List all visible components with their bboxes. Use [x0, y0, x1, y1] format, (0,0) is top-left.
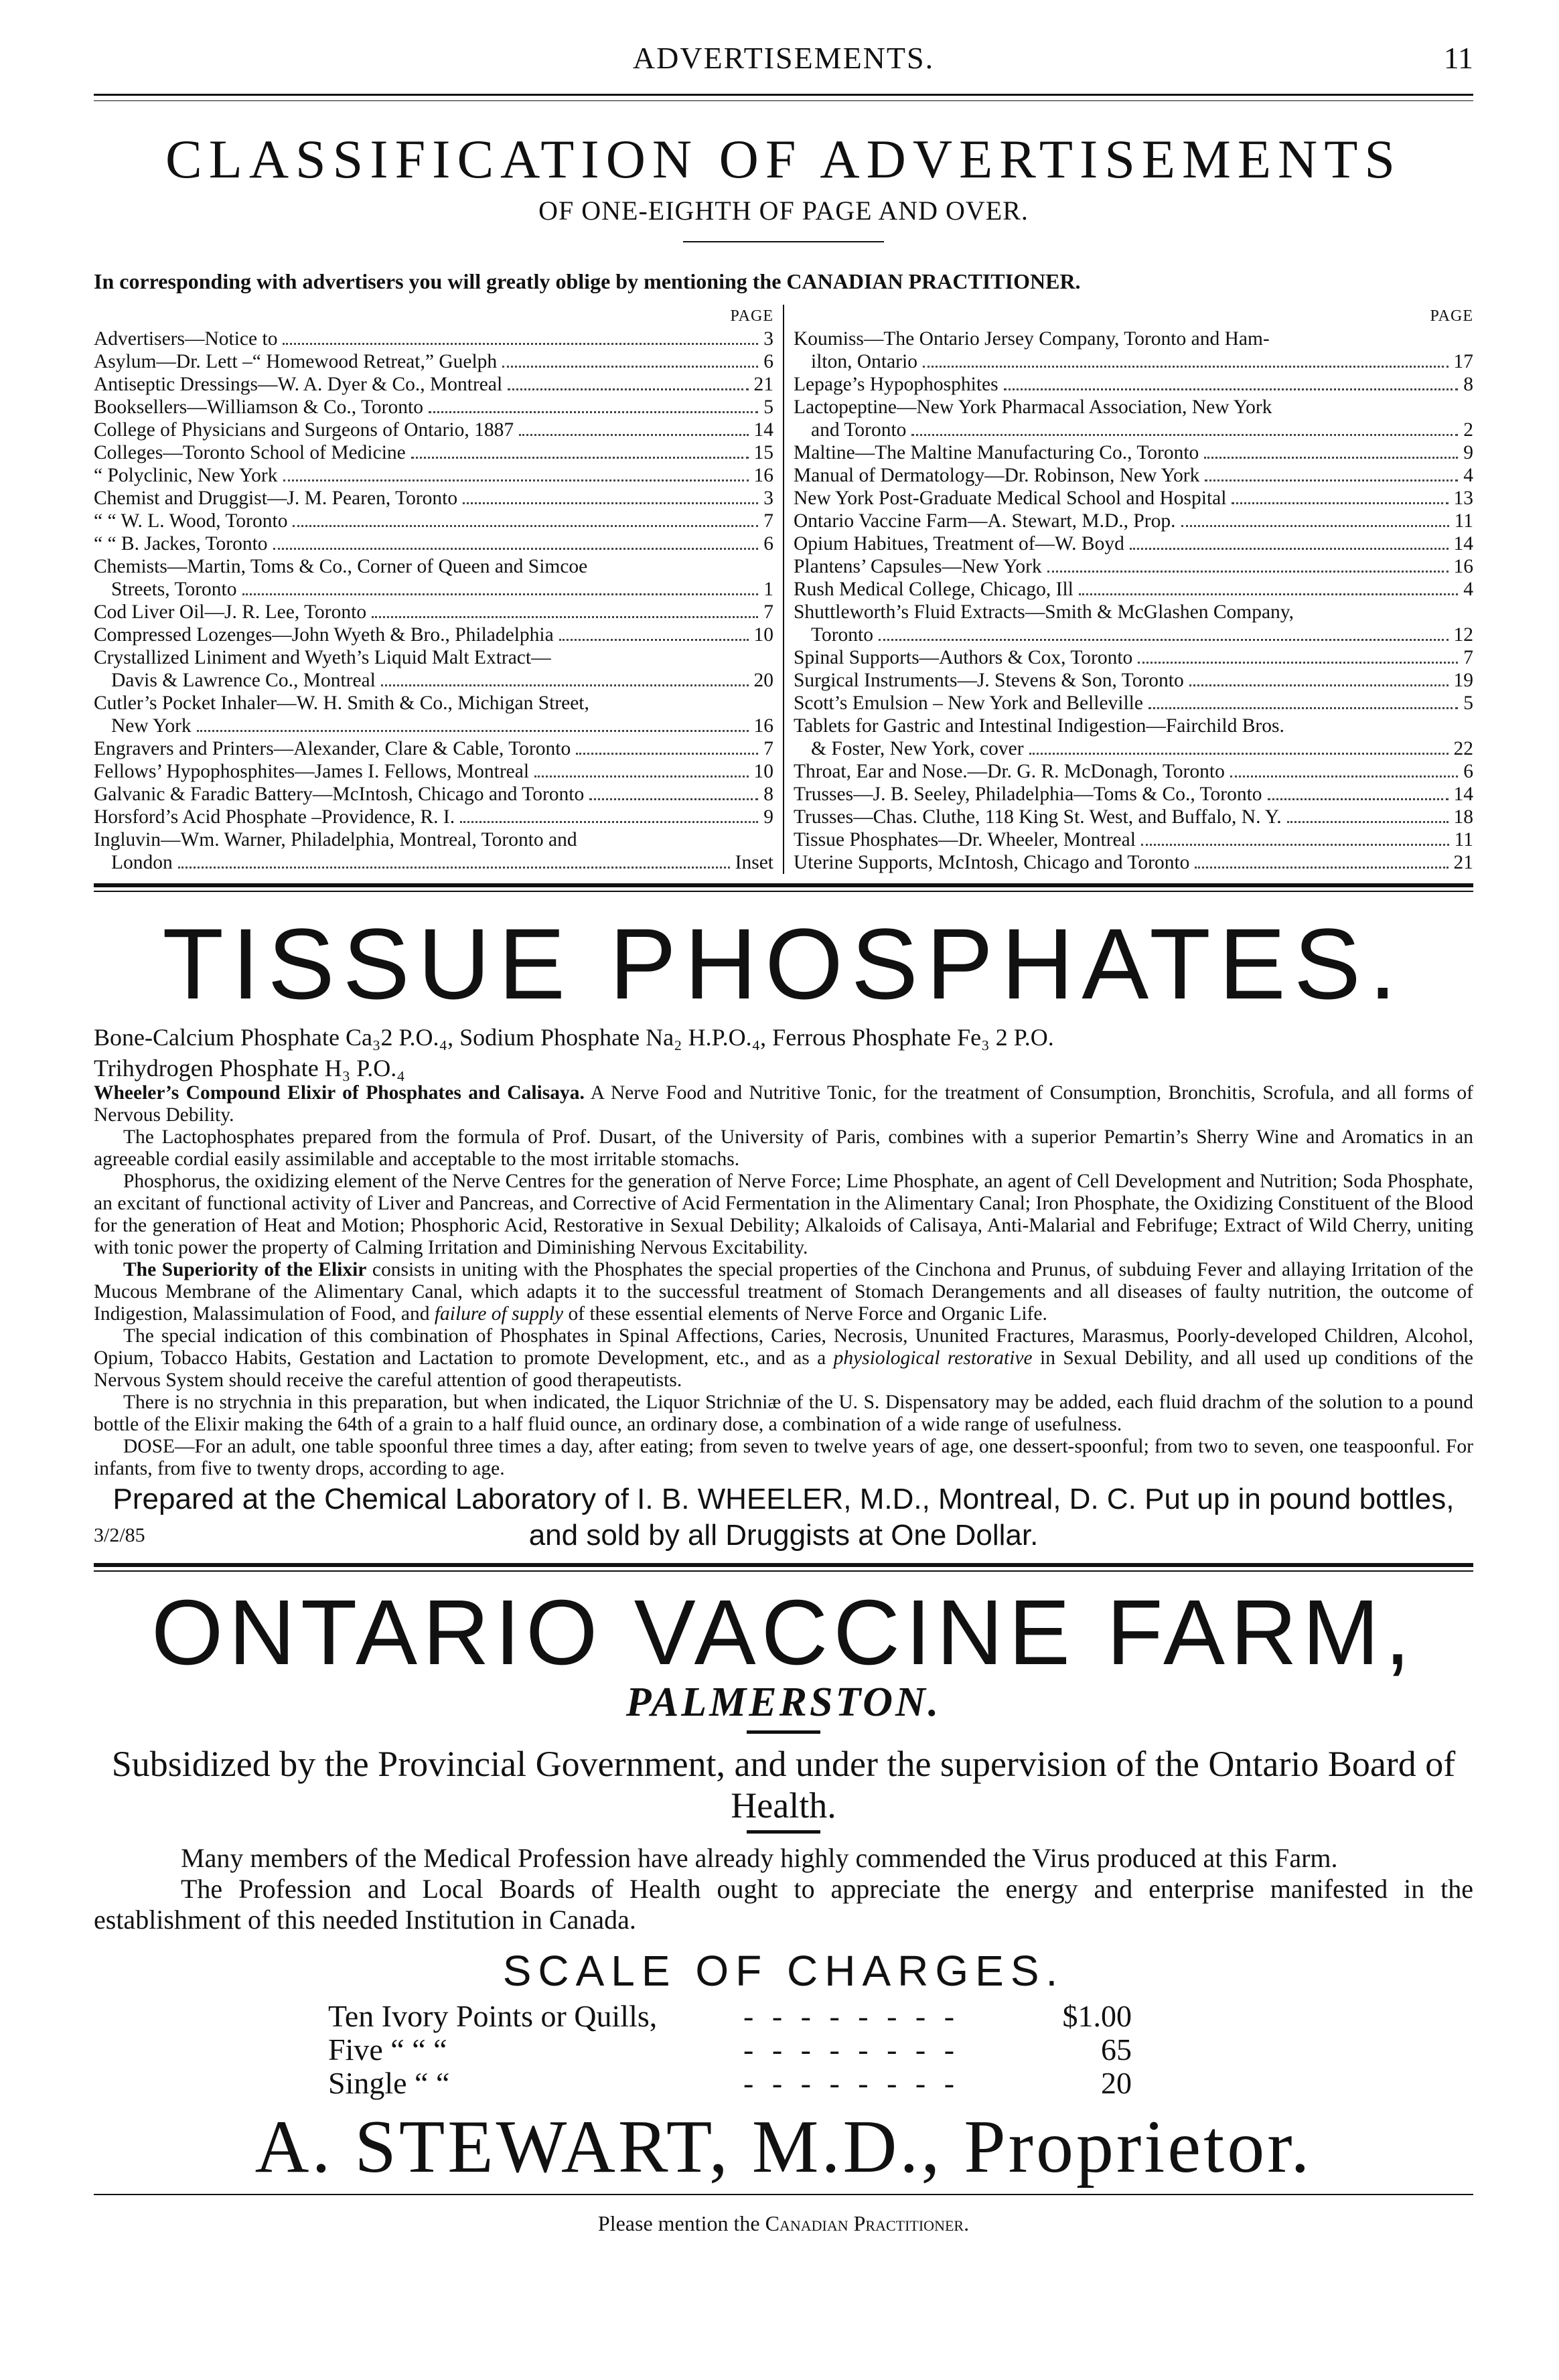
index-entry: [94, 669, 773, 692]
index-entry-title: College of Physicians and Surgeons of Ontario, 1887: [94, 419, 514, 441]
index-entry-title: Maltine—The Maltine Manufacturing Co., Toronto: [794, 442, 1199, 463]
dot-leader: [429, 411, 758, 413]
index-entry: [794, 510, 1473, 532]
index-entry-title: Fellows’ Hypophosphites—James I. Fellows, Montreal: [94, 761, 530, 782]
index-entry-page: 7: [763, 601, 773, 623]
index-entry: [794, 327, 1473, 350]
index-entry-title: New York: [111, 715, 192, 737]
classification-subtitle: OF ONE-EIGHTH OF PAGE AND OVER.: [538, 196, 1029, 226]
index-entry: [94, 510, 773, 532]
index-entry-page: 10: [753, 624, 773, 646]
dot-leader: [1138, 662, 1458, 664]
index-entry: [794, 828, 1473, 851]
notice-journal-name: CANADIAN PRACTITIONER.: [786, 269, 1081, 293]
index-entry-title: London: [111, 852, 173, 873]
dot-leader: [273, 548, 759, 550]
index-entry-title: Asylum—Dr. Lett –“ Homewood Retreat,” Guelph: [94, 351, 498, 372]
index-entry-page: 14: [1453, 533, 1473, 554]
dot-leader: [1181, 525, 1449, 527]
footer-notice: [94, 2211, 1473, 2236]
index-entry-title: Shuttleworth’s Fluid Extracts—Smith & McGlashen Company,: [794, 601, 1294, 623]
index-entry-title: Ingluvin—Wm. Warner, Philadelphia, Montreal, Toronto and: [94, 829, 577, 850]
index-entry: [94, 783, 773, 806]
prepared-line: and sold by all Druggists at One Dollar.: [528, 1519, 1039, 1552]
index-entry: [794, 623, 1473, 646]
paragraph: The Lactophosphates prepared from the formula of Prof. Dusart, of the University of Paris, combines with a superior Pemartin’s Sherry Wine and Aromatics in an agreeable cordial easily assimilable and acceptable to the most irritable stomachs.: [94, 1126, 1473, 1170]
running-head-title: ADVERTISEMENTS.: [632, 41, 935, 75]
index-entry-title: Antiseptic Dressings—W. A. Dyer & Co., Montreal: [94, 374, 503, 395]
index-entry: [794, 851, 1473, 874]
index-entry: [94, 464, 773, 487]
dot-leader: [559, 639, 749, 641]
notice-text: In corresponding with advertisers you will greatly oblige by mentioning the: [94, 269, 782, 293]
dot-leader: [923, 366, 1449, 368]
index-entry: [94, 396, 773, 419]
section-rule: [94, 883, 1473, 892]
paragraph-text: of these essential elements of Nerve Force and Organic Life.: [563, 1303, 1047, 1325]
index-entry-page: 4: [1463, 465, 1473, 486]
index-entry-page: 3: [763, 328, 773, 350]
dot-leader: [1268, 798, 1449, 800]
index-entry-title: Surgical Instruments—J. Stevens & Son, Toronto: [794, 670, 1184, 691]
index-entry-page: Inset: [735, 852, 773, 873]
dot-leader: [283, 479, 749, 481]
formula-line: Bone-Calcium Phosphate Ca₃2 P.O.₄, Sodium Phosphate Na₂ H.P.O.₄, Ferrous Phosphate Fe₃ 2 P.O.: [94, 1024, 1054, 1051]
formula-line: Trihydrogen Phosphate H₃ P.O.₄: [94, 1055, 405, 1082]
index-entry-title: “ “ W. L. Wood, Toronto: [94, 510, 288, 532]
prepared-line: Prepared at the Chemical Laboratory of I. B. WHEELER, M.D., Montreal, D. C. Put up in pound bottles,: [113, 1483, 1455, 1515]
index-entry-title: Colleges—Toronto School of Medicine: [94, 442, 406, 463]
index-entry: [94, 350, 773, 373]
footer-text: Please mention the: [597, 2211, 760, 2235]
index-entry-title: Galvanic & Faradic Battery—McIntosh, Chicago and Toronto: [94, 784, 585, 805]
dot-leader: [293, 525, 758, 527]
header-rule: [94, 94, 1473, 101]
dot-leader: [411, 457, 749, 459]
paragraph: Many members of the Medical Profession have already highly commended the Virus produced at this Farm.: [181, 1843, 1338, 1873]
paragraph: Phosphorus, the oxidizing element of the Nerve Centres for the generation of Nerve Force; Lime Phosphate, an agent of Cell Development and Nutrition; Soda Phosphate, an excitant of functional activity of Liver and Pancreas, and Corrective of Acid Fermentation in the Alimentary Canal; Iron Phosphate, the Oxidizing Constituent of the Blood for the generation of Heat and Motion; Phosphoric Acid, Restorative in Sexual Debility; Alkaloids of Calisaya, Anti-Malarial and Febrifuge; Extract of Wild Cherry, uniting with tonic power the property of Calming Irritation and Diminishing Nervous Excitability.: [94, 1171, 1473, 1258]
index-entry-title: Davis & Lawrence Co., Montreal: [111, 670, 376, 691]
index-entry-title: Throat, Ear and Nose.—Dr. G. R. McDonagh, Toronto: [794, 761, 1225, 782]
charge-dashes: - - - - - - - -: [743, 2066, 960, 2100]
index-entry-title: Trusses—J. B. Seeley, Philadelphia—Toms & Co., Toronto: [794, 784, 1262, 805]
index-entry: [94, 851, 773, 874]
index-entry: [794, 578, 1473, 601]
paragraph-text: The special indication of this combination of Phosphates in Spinal Affections, Caries, Necrosis, Ununited Fractures, Marasmus, Poorly-developed Children, Alcohol, Opium, Tobacco Habits, Gestation and Lactation to promote Development, etc., and as a: [94, 1325, 1473, 1369]
index-entry-title: Toronto: [811, 624, 873, 646]
index-entry-page: 9: [1463, 442, 1473, 463]
proprietor-line: A. STEWART, M.D., Proprietor.: [254, 2105, 1313, 2188]
index-entry-title: Plantens’ Capsules—New York: [794, 556, 1042, 577]
paragraph: [94, 1259, 1473, 1325]
index-entry-title: Streets, Toronto: [111, 579, 237, 600]
dot-leader: [1287, 821, 1449, 823]
index-entry-title: “ “ B. Jackes, Toronto: [94, 533, 268, 554]
index-entry-page: 5: [1463, 692, 1473, 714]
index-entry: [94, 441, 773, 464]
index-entry-page: 3: [763, 488, 773, 509]
index-entry: [794, 555, 1473, 578]
index-entry-page: 13: [1453, 488, 1473, 509]
index-entry-title: Ontario Vaccine Farm—A. Stewart, M.D., Prop.: [794, 510, 1176, 532]
advertiser-index: [94, 305, 1473, 874]
scale-of-charges-title: SCALE OF CHARGES.: [502, 1947, 1065, 1995]
charge-price: 20: [1101, 2066, 1132, 2100]
charge-item: Ten Ivory Points or Quills,: [328, 1999, 658, 2033]
index-entry-title: Trusses—Chas. Cluthe, 118 King St. West, and Buffalo, N. Y.: [794, 806, 1282, 828]
dot-leader: [1189, 684, 1449, 686]
dot-leader: [502, 366, 758, 368]
index-entry-title: Rush Medical College, Chicago, Ill: [794, 579, 1073, 600]
index-entry: [794, 783, 1473, 806]
divider: [747, 1730, 820, 1734]
index-column-right: [784, 305, 1473, 874]
paragraph: There is no strychnia in this preparation, but when indicated, the Liquor Strichniæ of the U. S. Dispensatory may be added, each fluid drachm of the solution to a pound bottle of the Elixir making the 64th of a grain to a half fluid ounce, an ordinary dose, a combination of a wide range of usefulness.: [94, 1392, 1473, 1435]
index-entry: [794, 532, 1473, 555]
index-entry-title: Spinal Supports—Authors & Cox, Toronto: [794, 647, 1133, 668]
dot-leader: [1004, 388, 1459, 390]
paragraph: The Profession and Local Boards of Health ought to appreciate the energy and enterprise manifested in the establishment of this needed Institution in Canada.: [94, 1874, 1473, 1935]
index-entry-title: Tissue Phosphates—Dr. Wheeler, Montreal: [794, 829, 1136, 850]
dot-leader: [197, 730, 749, 732]
page-number: 11: [1443, 41, 1473, 75]
product-name: Wheeler’s Compound Elixir of Phosphates and Calisaya.: [94, 1082, 585, 1104]
index-entry-page: 12: [1453, 624, 1473, 646]
dot-leader: [589, 798, 758, 800]
index-entry-title: Uterine Supports, McIntosh, Chicago and Toronto: [794, 852, 1190, 873]
index-entry-title: Tablets for Gastric and Intestinal Indigestion—Fairchild Bros.: [794, 715, 1284, 737]
paragraph-text: consists in uniting with the Phosphates the special properties of the Cinchona and Prunus, of subduing Fever and allaying Irritation of the Mucous Membrane of the Alimentary Canal, which adapts it to the successful treatment of Stomach Derangements and all diseases of faulty nutrition, the outcome of Indigestion, Malassimulation of Food, and: [94, 1259, 1473, 1325]
index-entry-page: 8: [763, 784, 773, 805]
section-rule: [94, 1563, 1473, 1572]
dose-paragraph: DOSE—For an adult, one table spoonful three times a day, after eating; from seven to twelve years of age, one dessert-spoonful; from two to seven, one teaspoonful. For infants, from five to twenty drops, according to age.: [94, 1436, 1473, 1479]
index-entry-page: 6: [763, 351, 773, 372]
charge-item: Single “ “: [328, 2066, 450, 2100]
charge-row: [328, 2000, 1132, 2033]
paragraph-text: A Nerve Food and Nutritive Tonic, for the treatment of Consumption, Bronchitis, Scrofula, and all forms of Nervous Debility.: [94, 1082, 1473, 1126]
divider: [683, 241, 884, 242]
index-entry-page: 16: [753, 465, 773, 486]
index-entry-page: 5: [763, 396, 773, 418]
footer-journal-name: Canadian Practitioner.: [765, 2211, 970, 2235]
dot-leader: [463, 502, 758, 504]
index-entry: [794, 692, 1473, 715]
dot-leader: [1130, 548, 1449, 550]
dot-leader: [534, 775, 748, 777]
charge-dashes: - - - - - - - -: [743, 2032, 960, 2067]
index-entry: [94, 828, 773, 851]
dot-leader: [178, 867, 730, 869]
charge-row: [328, 2067, 1132, 2100]
dot-leader: [1230, 775, 1458, 777]
charge-dashes: - - - - - - - -: [743, 1999, 960, 2033]
dot-leader: [911, 434, 1458, 436]
index-entry: [794, 760, 1473, 783]
index-entry: [794, 373, 1473, 396]
index-entry: [794, 737, 1473, 760]
index-entry-page: 16: [753, 715, 773, 737]
index-entry: [94, 692, 773, 715]
ad-date-code: 3/2/85: [94, 1524, 145, 1546]
paragraph-italic: physiological restorative: [833, 1347, 1033, 1369]
index-entry-title: “ Polyclinic, New York: [94, 465, 278, 486]
index-entry: [94, 623, 773, 646]
index-entry: [794, 350, 1473, 373]
paragraph-lead: The Superiority of the Elixir: [123, 1259, 367, 1280]
index-entry-page: 21: [753, 374, 773, 395]
classification-title: CLASSIFICATION OF ADVERTISEMENTS: [165, 129, 1402, 190]
dot-leader: [381, 684, 749, 686]
index-entry-title: Koumiss—The Ontario Jersey Company, Toronto and Ham-: [794, 328, 1270, 350]
running-head: [94, 20, 1473, 94]
index-entry-title: Horsford’s Acid Phosphate –Providence, R. I.: [94, 806, 455, 828]
footer-rule: [94, 2194, 1473, 2195]
dot-leader: [879, 639, 1449, 641]
charge-price: 65: [1101, 2032, 1132, 2067]
dot-leader: [1204, 457, 1458, 459]
index-entry: [794, 669, 1473, 692]
dot-leader: [1079, 593, 1458, 595]
index-entry: [794, 419, 1473, 441]
index-entry-page: 15: [753, 442, 773, 463]
index-entry: [794, 601, 1473, 623]
index-entry: [94, 419, 773, 441]
index-entry-title: Advertisers—Notice to: [94, 328, 278, 350]
index-entry-page: 18: [1453, 806, 1473, 828]
tissue-phosphates-title: TISSUE PHOSPHATES.: [162, 907, 1405, 1020]
index-entry: [794, 646, 1473, 669]
index-entry-page: 2: [1463, 419, 1473, 441]
notice: [94, 269, 1473, 294]
index-entry: [794, 464, 1473, 487]
dot-leader: [508, 388, 748, 390]
index-entry-page: 7: [1463, 647, 1473, 668]
vaccine-farm-body: [94, 1843, 1473, 1935]
vaccine-farm-place: PALMERSTON.: [625, 1680, 942, 1725]
dot-leader: [283, 343, 758, 345]
index-entry-title: & Foster, New York, cover: [811, 738, 1024, 759]
dot-leader: [576, 753, 758, 755]
index-entry: [94, 646, 773, 669]
dot-leader: [1141, 844, 1449, 846]
vaccine-farm-title: ONTARIO VACCINE FARM,: [151, 1581, 1416, 1684]
index-entry-title: ilton, Ontario: [811, 351, 917, 372]
index-entry-title: Manual of Dermatology—Dr. Robinson, New York: [794, 465, 1200, 486]
page-column-label: PAGE: [1430, 307, 1473, 325]
dot-leader: [460, 821, 758, 823]
page: [94, 20, 1473, 2236]
index-entry-page: 1: [763, 579, 773, 600]
paragraph: [94, 1325, 1473, 1392]
index-entry-page: 11: [1454, 829, 1473, 850]
index-entry-page: 19: [1453, 670, 1473, 691]
index-entry-page: 16: [1453, 556, 1473, 577]
index-entry-title: Chemist and Druggist—J. M. Pearen, Toronto: [94, 488, 458, 509]
charge-row: [328, 2033, 1132, 2067]
index-entry-page: 6: [763, 533, 773, 554]
charge-item: Five “ “ “: [328, 2032, 447, 2067]
index-entry: [94, 737, 773, 760]
index-entry-title: Compressed Lozenges—John Wyeth & Bro., Philadelphia: [94, 624, 554, 646]
index-entry: [94, 487, 773, 510]
paragraph-italic: failure of supply: [434, 1303, 564, 1325]
index-entry-page: 14: [753, 419, 773, 441]
index-entry: [94, 373, 773, 396]
index-entry: [94, 532, 773, 555]
paragraph-text: in Sexual Debility, and all used up conditions of the Nervous System should receive the careful attention of good therapeutists.: [94, 1347, 1473, 1391]
index-entry-title: Opium Habitues, Treatment of—W. Boyd: [794, 533, 1124, 554]
index-entry-page: 17: [1453, 351, 1473, 372]
index-entry-page: 8: [1463, 374, 1473, 395]
subsidy-text: Subsidized by the Provincial Government, and under the supervision of the Ontario Board of Health.: [111, 1744, 1456, 1826]
index-entry-page: 10: [753, 761, 773, 782]
tissue-body: [94, 1082, 1473, 1480]
index-entry: [94, 806, 773, 828]
index-entry: [94, 760, 773, 783]
index-entry: [94, 715, 773, 737]
dot-leader: [372, 616, 758, 618]
dot-leader: [1148, 707, 1458, 709]
page-column-label: PAGE: [730, 307, 773, 325]
index-entry: [794, 806, 1473, 828]
dot-leader: [1232, 502, 1448, 504]
dot-leader: [519, 434, 748, 436]
prepared-row: [94, 1519, 1473, 1552]
index-entry: [794, 396, 1473, 419]
index-entry-title: Lactopeptine—New York Pharmacal Association, New York: [794, 396, 1272, 418]
index-entry-title: Scott’s Emulsion – New York and Belleville: [794, 692, 1143, 714]
index-entry-page: 20: [753, 670, 773, 691]
index-entry-title: Engravers and Printers—Alexander, Clare & Cable, Toronto: [94, 738, 571, 759]
index-entry-page: 7: [763, 738, 773, 759]
index-entry-title: Chemists—Martin, Toms & Co., Corner of Queen and Simcoe: [94, 556, 588, 577]
index-entry-title: New York Post-Graduate Medical School and Hospital: [794, 488, 1227, 509]
index-entry: [794, 487, 1473, 510]
index-entry: [794, 441, 1473, 464]
dot-leader: [1029, 753, 1449, 755]
index-entry-title: Crystallized Liniment and Wyeth’s Liquid Malt Extract—: [94, 647, 551, 668]
dot-leader: [1195, 867, 1448, 869]
charge-price: $1.00: [1062, 1999, 1132, 2033]
index-entry-page: 14: [1453, 784, 1473, 805]
index-entry-page: 11: [1454, 510, 1473, 532]
index-entry: [94, 601, 773, 623]
index-entry-page: 4: [1463, 579, 1473, 600]
index-entry: [794, 715, 1473, 737]
index-entry: [94, 555, 773, 578]
divider: [747, 1830, 820, 1834]
index-entry-page: 22: [1453, 738, 1473, 759]
index-entry-page: 6: [1463, 761, 1473, 782]
paragraph: [94, 1082, 1473, 1126]
index-entry-page: 7: [763, 510, 773, 532]
index-entry: [94, 578, 773, 601]
index-entry-title: Booksellers—Williamson & Co., Toronto: [94, 396, 423, 418]
dot-leader: [242, 593, 759, 595]
index-entry-title: Lepage’s Hypophosphites: [794, 374, 998, 395]
index-entry-page: 21: [1453, 852, 1473, 873]
dot-leader: [1205, 479, 1458, 481]
charges-list: [328, 2000, 1132, 2100]
index-entry-title: Cod Liver Oil—J. R. Lee, Toronto: [94, 601, 367, 623]
index-entry-title: and Toronto: [811, 419, 907, 441]
dot-leader: [1047, 571, 1449, 573]
index-entry-title: Cutler’s Pocket Inhaler—W. H. Smith & Co., Michigan Street,: [94, 692, 589, 714]
index-column-left: [94, 305, 784, 874]
index-entry-page: 9: [763, 806, 773, 828]
index-entry: [94, 327, 773, 350]
